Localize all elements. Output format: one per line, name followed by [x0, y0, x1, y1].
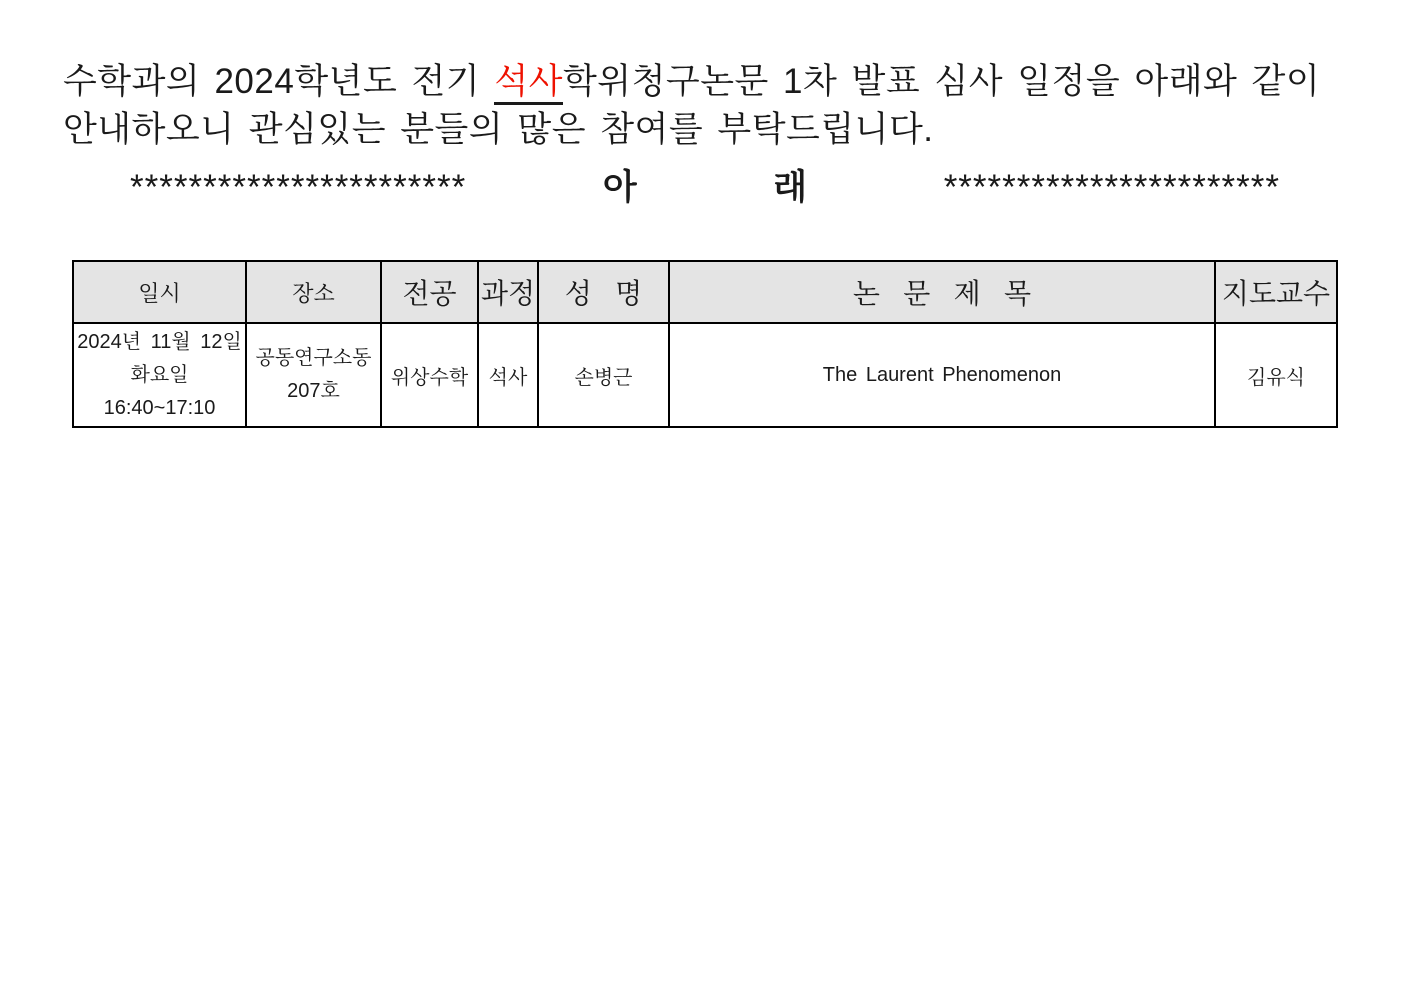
- table-row: [73, 323, 1337, 427]
- datetime-weekday: 화요일: [130, 363, 189, 386]
- announcement-text: [63, 58, 1321, 154]
- divider-left-stars: ***********************: [130, 168, 467, 207]
- header-course: 과정: [478, 261, 538, 323]
- location-building: 공동연구소동: [255, 347, 372, 369]
- cell-name: 손병근: [538, 323, 669, 427]
- header-location: 장소: [246, 261, 381, 323]
- datetime-time-range: 16:40~17:10: [103, 396, 216, 419]
- cell-major: 위상수학: [381, 323, 478, 427]
- divider-right-stars: ***********************: [943, 168, 1280, 207]
- announcement-highlight-masters: 석사: [494, 62, 563, 105]
- divider-word-rae: 래: [773, 168, 808, 207]
- header-major: 전공: [381, 261, 478, 323]
- cell-advisor: 김유식: [1215, 323, 1337, 427]
- header-thesis-title: 논 문 제 목: [669, 261, 1215, 323]
- schedule-table: [72, 260, 1338, 428]
- announcement-line1-prefix: 수학과의 2024학년도 전기: [63, 62, 495, 101]
- datetime-date: 2024년 11월 12일: [77, 330, 242, 353]
- cell-datetime: [73, 323, 246, 427]
- header-advisor: 지도교수: [1215, 261, 1337, 323]
- header-name: 성 명: [538, 261, 669, 323]
- table-header-row: [73, 261, 1337, 323]
- cell-course: 석사: [478, 323, 538, 427]
- divider-word-a: 아: [602, 168, 637, 207]
- announcement-line-1: [63, 58, 1321, 106]
- cell-location: [246, 323, 381, 427]
- cell-thesis-title: The Laurent Phenomenon: [669, 323, 1215, 427]
- announcement-line-2: 안내하오니 관심있는 분들의 많은 참여를 부탁드립니다.: [63, 110, 934, 149]
- schedule-table-container: [72, 260, 1338, 428]
- header-datetime: 일시: [73, 261, 246, 323]
- divider-line: [130, 166, 1280, 210]
- location-room: 207호: [287, 380, 340, 402]
- announcement-line1-suffix: 학위청구논문 1차 발표 심사 일정을 아래와 같이: [562, 62, 1321, 101]
